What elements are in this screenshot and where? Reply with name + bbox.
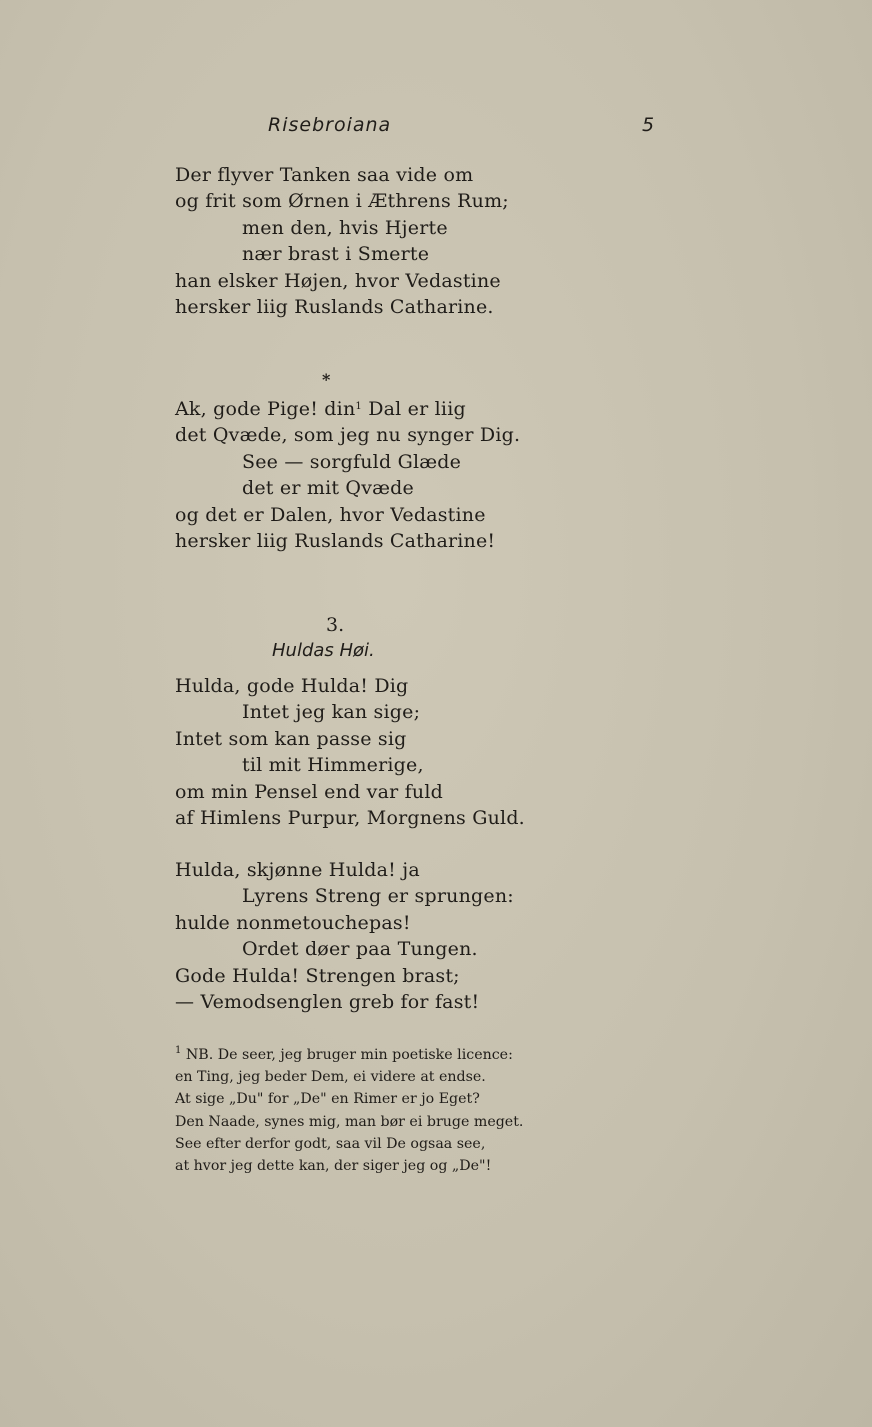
- verse-line: See — sorgfuld Glæde: [242, 450, 462, 473]
- verse-line: om min Pensel end var fuld: [175, 780, 443, 803]
- verse-line: Lyrens Streng er sprungen:: [242, 885, 514, 908]
- footnote-line: At sige „Du" for „De" en Rimer er jo Eget?: [175, 1091, 480, 1108]
- verse-line: af Himlens Purpur, Morgnens Guld.: [175, 806, 525, 829]
- section-title: Huldas Høi.: [272, 640, 375, 661]
- stanza-1: [175, 162, 509, 320]
- footnote-line: Den Naade, synes mig, man bør ei bruge meget.: [175, 1113, 524, 1130]
- running-title: Risebroiana: [268, 114, 392, 136]
- verse-line: men den, hvis Hjerte: [242, 216, 448, 239]
- verse-line: Gode Hulda! Strengen brast;: [175, 964, 460, 987]
- verse-line: nær brast i Smerte: [242, 243, 430, 266]
- verse-line: Hulda, skjønne Hulda! ja: [175, 859, 420, 881]
- verse-line: det er mit Qvæde: [242, 477, 414, 500]
- footnote-marker: 1: [175, 1045, 182, 1056]
- footnote-line: at hvor jeg dette kan, der siger jeg og „De"!: [175, 1157, 492, 1174]
- footnote-reference: 1: [355, 401, 362, 412]
- verse-line: Der flyver Tanken saa vide om: [175, 164, 474, 186]
- stanza-2: [175, 396, 520, 554]
- verse-line-with-note: [175, 396, 520, 422]
- verse-line: Hulda, gode Hulda! Dig: [175, 675, 409, 697]
- section-separator: *: [322, 370, 331, 389]
- footnote-text: NB. De seer, jeg bruger min poetiske licence:: [181, 1047, 513, 1063]
- footnote-line: en Ting, jeg beder Dem, ei videre at endse.: [175, 1069, 486, 1086]
- verse-line: Intet jeg kan sige;: [242, 701, 421, 724]
- verse-line: det Qvæde, som jeg nu synger Dig.: [175, 424, 521, 447]
- verse-line: han elsker Højen, hvor Vedastine: [175, 269, 501, 292]
- verse-line: og det er Dalen, hvor Vedastine: [175, 503, 486, 526]
- page-number: 5: [642, 114, 655, 136]
- running-head: [0, 114, 872, 142]
- verse-text: Ak, gode Pige! din: [175, 398, 356, 420]
- footnote: [175, 1044, 523, 1177]
- verse-line: hersker liig Ruslands Catharine!: [175, 529, 496, 552]
- verse-line: til mit Himmerige,: [242, 754, 424, 777]
- verse-line: Intet som kan passe sig: [175, 727, 407, 750]
- footnote-line: [175, 1044, 523, 1066]
- verse-line: hersker liig Ruslands Catharine.: [175, 295, 494, 318]
- stanza-3: [175, 673, 525, 831]
- verse-line: — Vemodsenglen greb for fast!: [175, 990, 480, 1013]
- verse-line: og frit som Ørnen i Æthrens Rum;: [175, 190, 509, 213]
- verse-line: hulde nonmetouchepas!: [175, 911, 411, 934]
- footnote-line: See efter derfor godt, saa vil De ogsaa see,: [175, 1135, 486, 1152]
- verse-line: Ordet døer paa Tungen.: [242, 938, 478, 961]
- stanza-4: [175, 857, 514, 1015]
- verse-text: Dal er liig: [361, 398, 466, 420]
- section-number: 3.: [326, 614, 345, 636]
